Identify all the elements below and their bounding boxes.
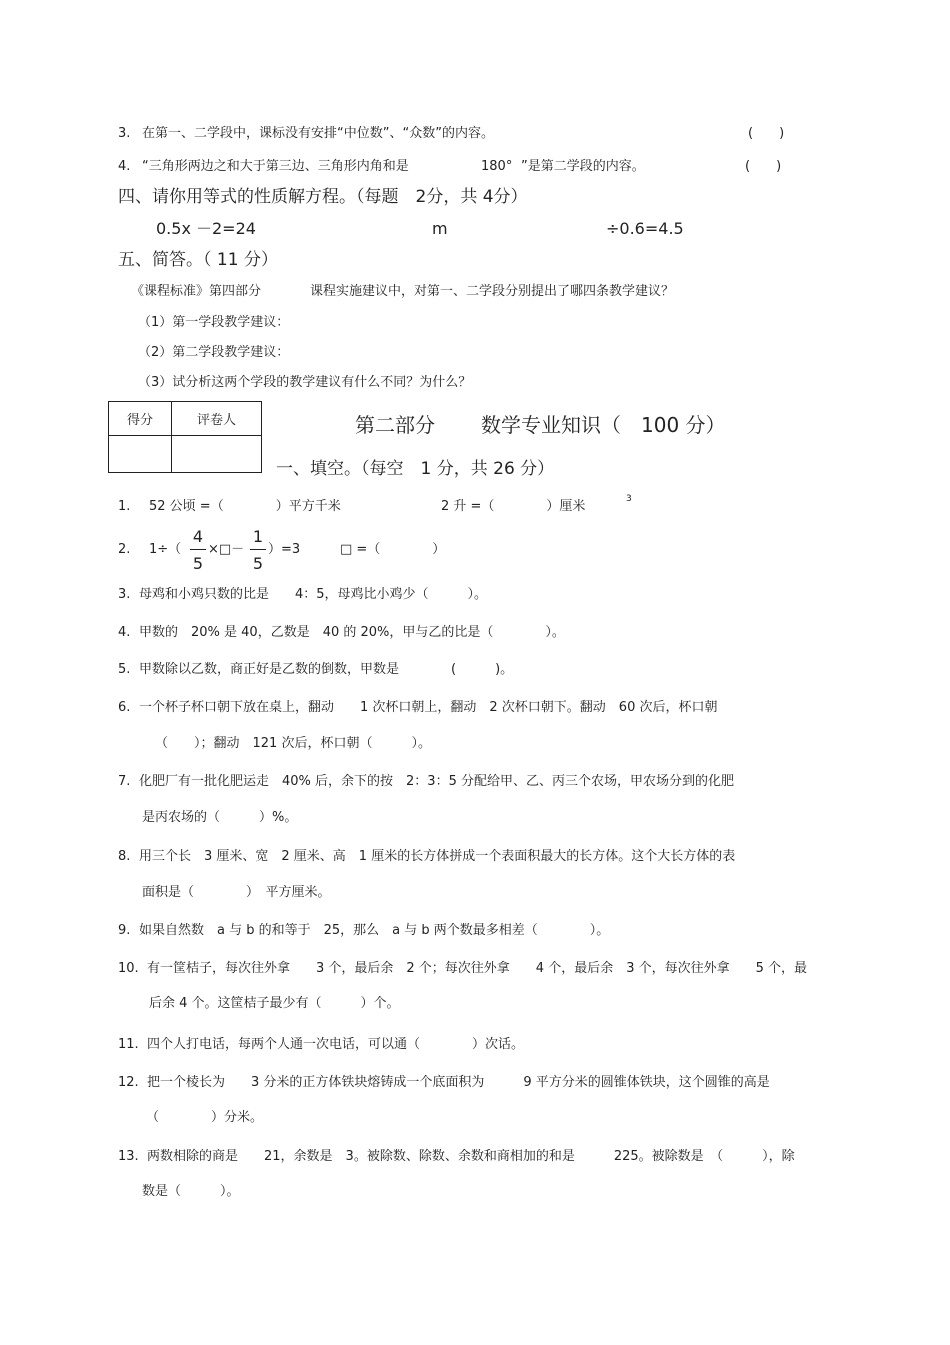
equation: m [432,219,448,238]
question-number: 13. [118,1149,139,1164]
grader-cell [172,436,262,473]
score-cell [109,436,172,473]
fraction-numerator: 4 [192,527,204,546]
question-number: 4. [118,625,131,640]
question-text: 四个人打电话，每两个人通一次电话，可以通（ ）次话。 [147,1037,525,1052]
part-title: 第二部分 [355,413,435,437]
section-heading: 四、请你用等式的性质解方程。（每题 2分，共 4分） [118,187,528,207]
question-text: 有一筐桔子，每次往外拿 3 个，最后余 2 个；每次往外拿 4 个，最后余 3 个，每次往外拿 5 个，最 [147,961,808,976]
judge-question-text: ”是第二学段的内容。 [521,159,645,174]
question-number: 3. [118,126,131,141]
sub-question: （1）第一学段教学建议： [138,315,290,330]
question-number: 7. [118,774,131,789]
question-text: 是丙农场的（ ）%。 [142,810,298,825]
fraction-numerator: 1 [252,527,264,546]
answer-paren: ( ) [748,126,785,141]
question-number: 10. [118,961,139,976]
question-number: 6. [118,700,131,715]
question-text: 母鸡和小鸡只数的比是 4：5，母鸡比小鸡少（ ）。 [139,587,488,602]
question-text: ）=3 [268,542,301,557]
question-text: 2 升 =（ ）厘米 [441,499,586,514]
question-number: 8. [118,849,131,864]
question-number: 12. [118,1075,139,1090]
superscript: 3 [626,494,632,504]
question-text: 后余 4 个。这筐桔子最少有（ ）个。 [149,996,400,1011]
question-text: 如果自然数 a 与 b 的和等于 25，那么 a 与 b 两个数最多相差（ ）。 [139,923,610,938]
question-text: 1÷（ [149,542,182,557]
question-text: （ ）；翻动 121 次后，杯口朝（ ）。 [155,736,431,751]
fraction-denominator: 5 [192,554,204,573]
question-text: 课程实施建议中，对第一、二学段分别提出了哪四条教学建议？ [310,284,675,299]
question-text: 甲数的 20% 是 40，乙数是 40 的 20%，甲与乙的比是（ ）。 [139,625,565,640]
question-text: （ ）分米。 [146,1110,264,1125]
judge-question-text: 180° [481,159,513,174]
question-text: 两数相除的商是 21，余数是 3。被除数、除数、余数和商相加的和是 225。被除数是 （ ），除 [147,1149,795,1164]
equation: ÷0.6=4.5 [606,219,684,238]
question-text: 《课程标准》第四部分 [131,284,262,299]
sub-question: （3）试分析这两个学段的教学建议有什么不同？为什么？ [138,375,472,390]
question-text: 一个杯子杯口朝下放在桌上，翻动 1 次杯口朝上，翻动 2 次杯口朝下。翻动 60 次后，杯口朝 [139,700,718,715]
sub-question: （2）第二学段教学建议： [138,345,290,360]
fraction-bar [250,549,266,550]
fraction-bar [190,549,206,550]
question-number: 9. [118,923,131,938]
section-heading: 五、简答。（ 11 分） [118,250,278,270]
question-text: 52 公顷 =（ ）平方千米 [149,499,341,514]
question-text: 数是（ ）。 [142,1184,240,1199]
question-number: 3. [118,587,131,602]
question-text: 化肥厂有一批化肥运走 40% 后，余下的按 2：3：5 分配给甲、乙、丙三个农场，甲农场分到的化肥 [139,774,734,789]
question-text: 面积是（ ） 平方厘米。 [142,885,331,900]
question-text: □ =（ ） [340,542,446,557]
answer-paren: ( ) [745,159,782,174]
fraction-denominator: 5 [252,554,264,573]
question-text: 用三个长 3 厘米、宽 2 厘米、高 1 厘米的长方体拼成一个表面积最大的长方体。这个大长方体的表 [139,849,736,864]
equation: 0.5x －2=24 [156,219,256,238]
question-text: 把一个棱长为 3 分米的正方体铁块熔铸成一个底面积为 9 平方分米的圆锥体铁块，这个圆锥的高是 [147,1075,770,1090]
question-text: 甲数除以乙数，商正好是乙数的倒数，甲数是 ( )。 [139,662,514,677]
question-number: 4. [118,159,131,174]
part-title: 数学专业知识（ 100 分） [481,413,726,437]
judge-question-text: 在第一、二学段中，课标没有安排“中位数”、“众数”的内容。 [142,126,494,141]
question-number: 2. [118,542,131,557]
question-text: ×□－ [208,542,245,557]
grader-header: 评卷人 [172,402,262,436]
score-table [108,401,262,473]
question-number: 5. [118,662,131,677]
score-header: 得分 [109,402,172,436]
question-number: 1. [118,499,131,514]
section-heading: 一、填空。（每空 1 分，共 26 分） [276,459,555,479]
question-number: 11. [118,1037,139,1052]
judge-question-text: “三角形两边之和大于第三边、三角形内角和是 [142,159,409,174]
